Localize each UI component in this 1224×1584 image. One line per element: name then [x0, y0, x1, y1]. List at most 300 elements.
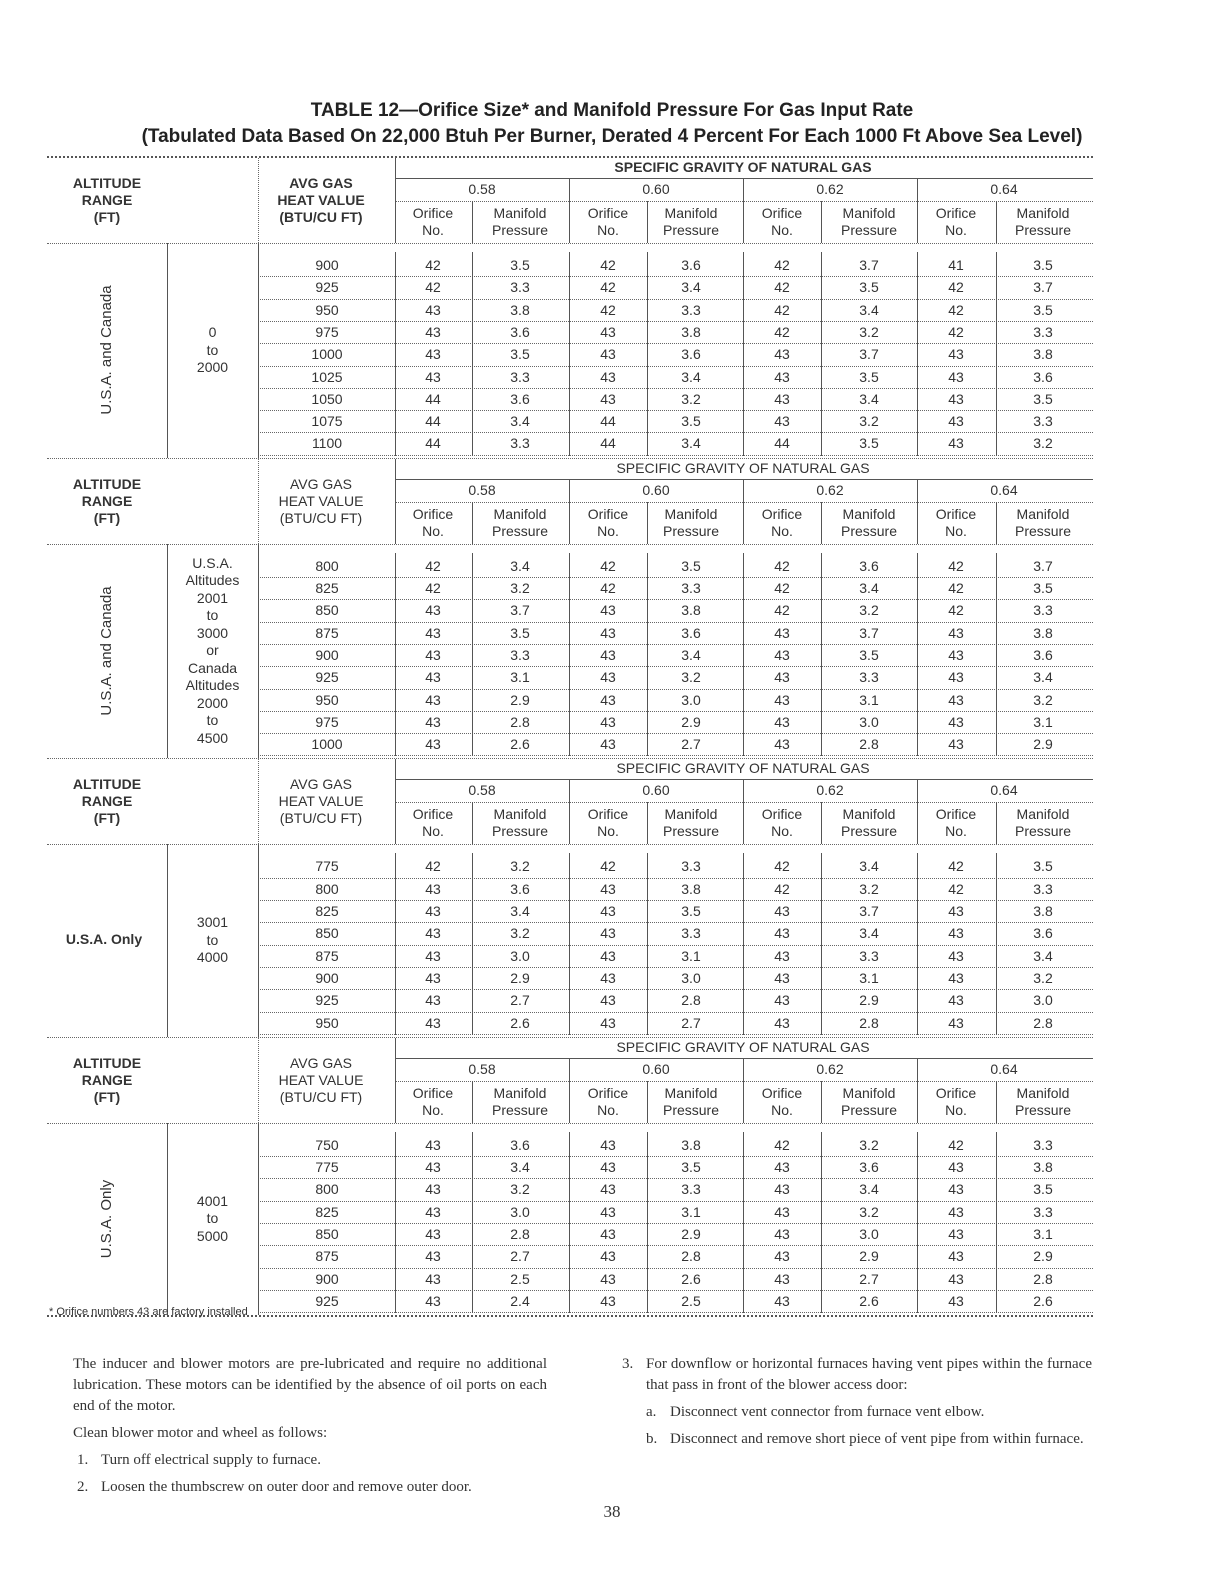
heat-value-cell: 900 [315, 1270, 339, 1287]
orifice-number-cell: 43 [774, 346, 790, 363]
manifold-pressure-cell: 2.9 [1033, 1248, 1053, 1265]
manifold-header: Pressure [1014, 1101, 1072, 1118]
orifice-number-cell: 43 [600, 646, 616, 663]
inner-column-rule [821, 802, 822, 844]
manifold-header: Pressure [1014, 522, 1072, 539]
clean-blower-intro: Clean blower motor and wheel as follows: [73, 1425, 328, 1441]
manifold-pressure-cell: 3.1 [859, 969, 879, 986]
manifold-pressure-cell: 3.5 [1033, 858, 1053, 875]
orifice-number-cell: 43 [425, 301, 441, 318]
orifice-number-cell: 43 [948, 736, 964, 753]
table-row-rule [258, 276, 1093, 277]
orifice-number-cell: 43 [948, 992, 964, 1009]
heat-value-cell: 850 [315, 1226, 339, 1242]
orifice-number-cell: 43 [774, 691, 790, 708]
manifold-pressure-cell: 3.3 [510, 368, 530, 385]
heat-value-cell: 1025 [311, 368, 343, 385]
orifice-number-cell: 42 [600, 557, 616, 574]
inner-column-rule [821, 502, 822, 544]
manifold-pressure-cell: 3.5 [859, 368, 879, 385]
manifold-pressure-cell: 3.2 [510, 1181, 530, 1198]
orifice-number-cell: 43 [948, 435, 964, 452]
orifice-number-cell: 43 [425, 880, 441, 897]
table-row-rule [258, 622, 1093, 623]
orifice-number-cell: 43 [774, 1226, 790, 1242]
orifice-number-cell: 43 [948, 903, 964, 919]
orifice-number-cell: 42 [425, 279, 441, 296]
heat-value-cell: 925 [315, 669, 339, 686]
manifold-header: Pressure [1014, 823, 1072, 840]
inner-column-rule [647, 1081, 648, 1123]
inner-column-rule [472, 502, 473, 544]
manifold-pressure-cell: 3.0 [859, 713, 879, 730]
manifold-pressure-cell: 3.1 [681, 947, 701, 964]
orifice-number-cell: 43 [425, 1248, 441, 1265]
orifice-header: No. [945, 1101, 967, 1118]
altitude-range-value: to [206, 931, 219, 948]
table-row-rule [258, 666, 1093, 667]
orifice-number-cell: 43 [948, 969, 964, 986]
orifice-number-cell: 43 [774, 624, 790, 641]
heat-value-cell: 825 [315, 1203, 339, 1220]
gravity-column-rule [917, 178, 918, 243]
table-row-rule [258, 945, 1093, 946]
orifice-number-cell: 43 [948, 691, 964, 708]
header-bottom-rule [47, 544, 1093, 545]
avg-gas-header: AVG GAS [289, 175, 353, 191]
orifice-number-cell: 43 [600, 903, 616, 919]
manifold-header: Manifold [493, 1084, 547, 1101]
altitude-range-value: 3000 [196, 624, 229, 641]
manifold-pressure-cell: 2.6 [1033, 1292, 1053, 1309]
orifice-number-cell: 43 [600, 368, 616, 385]
table-row-rule [258, 878, 1093, 879]
orifice-number-cell: 43 [600, 736, 616, 753]
gravity-column-rule [743, 853, 744, 1034]
orifice-number-cell: 43 [948, 624, 964, 641]
inner-column-rule [647, 502, 648, 544]
gravity-column-rule [743, 1058, 744, 1123]
table-row-rule [258, 1223, 1093, 1224]
table-row-rule [258, 599, 1093, 600]
orifice-number-cell: 43 [425, 1292, 441, 1309]
region-label: U.S.A. Only [98, 1179, 115, 1259]
manifold-pressure-cell: 3.3 [1033, 602, 1053, 619]
heat-value-cell: 1000 [311, 736, 343, 753]
specific-gravity-header: SPECIFIC GRAVITY OF NATURAL GAS [616, 459, 870, 476]
table-row-rule [258, 343, 1093, 344]
heat-value-cell: 925 [315, 1292, 339, 1309]
manifold-pressure-cell: 3.1 [510, 669, 530, 686]
manifold-pressure-cell: 3.6 [859, 557, 879, 574]
heat-value-cell: 975 [315, 323, 339, 340]
orifice-number-cell: 43 [600, 691, 616, 708]
orifice-number-cell: 43 [948, 346, 964, 363]
altitude-range-header: (FT) [93, 509, 121, 526]
specific-gravity-header: SPECIFIC GRAVITY OF NATURAL GAS [614, 159, 872, 175]
orifice-number-cell: 43 [948, 1226, 964, 1242]
list-item [622, 1354, 1092, 1396]
orifice-number-cell: 43 [425, 1136, 441, 1153]
orifice-number-cell: 43 [948, 713, 964, 730]
heat-value-cell: 850 [315, 925, 339, 942]
inner-column-rule [996, 1081, 997, 1123]
altitude-range-value: to [206, 1210, 219, 1227]
avg-gas-header: HEAT VALUE [277, 192, 365, 208]
altitude-range-value: to [206, 341, 219, 358]
orifice-number-cell: 43 [774, 947, 790, 964]
gravity-column-rule [395, 853, 396, 1034]
orifice-number-cell: 42 [948, 279, 964, 296]
orifice-number-cell: 44 [600, 413, 616, 430]
manifold-pressure-cell: 2.6 [510, 736, 530, 753]
sub-list-item-letter: b. [646, 1431, 658, 1447]
region-label: U.S.A. Only [65, 930, 143, 947]
manifold-pressure-cell: 2.9 [681, 713, 701, 730]
orifice-header: Orifice [935, 205, 977, 221]
orifice-header: Orifice [761, 205, 803, 221]
orifice-number-cell: 44 [425, 413, 441, 430]
orifice-header: No. [945, 823, 967, 840]
manifold-pressure-cell: 3.5 [1033, 580, 1053, 596]
heat-value-cell: 975 [315, 713, 339, 730]
manifold-header: Pressure [840, 222, 898, 238]
table-row-rule [258, 989, 1093, 990]
orifice-number-cell: 43 [600, 669, 616, 686]
altitude-range-value: to [206, 607, 219, 624]
manifold-pressure-cell: 3.4 [681, 646, 701, 663]
manifold-pressure-cell: 3.3 [859, 947, 879, 964]
manifold-pressure-cell: 2.7 [859, 1270, 879, 1287]
orifice-number-cell: 43 [600, 1226, 616, 1242]
manifold-pressure-cell: 3.3 [510, 646, 530, 663]
manifold-header: Pressure [1014, 222, 1072, 238]
orifice-number-cell: 43 [774, 992, 790, 1009]
manifold-header: Manifold [664, 806, 718, 823]
manifold-pressure-cell: 3.7 [1033, 557, 1053, 574]
manifold-pressure-cell: 3.2 [510, 925, 530, 942]
altitude-range-header: RANGE [81, 192, 133, 208]
inner-column-rule [996, 802, 997, 844]
orifice-header: Orifice [935, 505, 977, 522]
manifold-pressure-cell: 3.2 [510, 580, 530, 596]
orifice-number-cell: 42 [774, 880, 790, 897]
manifold-pressure-cell: 2.6 [681, 1270, 701, 1287]
orifice-header: Orifice [587, 505, 629, 522]
avg-gas-header: HEAT VALUE [278, 1071, 364, 1088]
specific-gravity-header: SPECIFIC GRAVITY OF NATURAL GAS [616, 1038, 870, 1055]
manifold-pressure-cell: 3.5 [859, 646, 879, 663]
manifold-pressure-cell: 3.6 [681, 257, 701, 273]
inner-column-rule [647, 553, 648, 757]
altitude-range-header: (FT) [93, 810, 121, 827]
gravity-underline [395, 479, 1093, 480]
orifice-number-cell: 43 [425, 903, 441, 919]
table-row-rule [258, 388, 1093, 389]
header-column-rule [395, 459, 396, 544]
manifold-pressure-cell: 3.1 [681, 1203, 701, 1220]
orifice-header: No. [945, 522, 967, 539]
orifice-number-cell: 42 [600, 257, 616, 273]
inner-column-rule [996, 252, 997, 456]
altitude-range-value: 3001 [196, 914, 229, 931]
manifold-header: Manifold [493, 505, 547, 522]
manifold-pressure-cell: 3.6 [1033, 925, 1053, 942]
manifold-pressure-cell: 3.7 [1033, 279, 1053, 296]
manifold-pressure-cell: 3.6 [510, 1136, 530, 1153]
altitude-range-value: 4500 [196, 729, 229, 746]
gravity-column-rule [743, 252, 744, 456]
orifice-number-cell: 43 [425, 624, 441, 641]
manifold-header: Pressure [662, 222, 720, 238]
manifold-pressure-cell: 3.4 [681, 368, 701, 385]
orifice-number-cell: 43 [600, 1203, 616, 1220]
inner-column-rule [472, 853, 473, 1034]
heat-value-cell: 950 [315, 1014, 339, 1031]
manifold-pressure-cell: 3.7 [859, 624, 879, 641]
orifice-number-cell: 44 [425, 435, 441, 452]
orifice-number-cell: 43 [600, 947, 616, 964]
inner-column-rule [821, 252, 822, 456]
manifold-pressure-cell: 3.3 [681, 301, 701, 318]
manifold-pressure-cell: 3.1 [859, 691, 879, 708]
heat-value-cell: 1050 [311, 390, 343, 407]
orifice-number-cell: 43 [774, 903, 790, 919]
manifold-pressure-cell: 2.9 [859, 992, 879, 1009]
header-bottom-rule [47, 243, 1093, 244]
manifold-pressure-cell: 3.7 [859, 257, 879, 273]
orifice-number-cell: 43 [600, 1270, 616, 1287]
orifice-number-cell: 44 [600, 435, 616, 452]
manifold-header: Manifold [842, 1084, 896, 1101]
orifice-number-cell: 42 [774, 580, 790, 596]
subheader-rule [395, 1081, 1093, 1082]
manifold-pressure-cell: 2.8 [510, 713, 530, 730]
inner-column-rule [472, 252, 473, 456]
altitude-range-header: ALTITUDE [72, 776, 142, 793]
orifice-header: No. [771, 522, 793, 539]
gravity-value: 0.58 [468, 1060, 496, 1077]
orifice-number-cell: 41 [948, 257, 964, 273]
gravity-value: 0.60 [642, 1060, 670, 1077]
gravity-underline [395, 178, 1093, 179]
manifold-header: Manifold [1016, 205, 1070, 221]
manifold-pressure-cell: 3.8 [1033, 1159, 1053, 1176]
manifold-pressure-cell: 2.8 [1033, 1014, 1053, 1031]
manifold-pressure-cell: 3.4 [1033, 947, 1053, 964]
orifice-number-cell: 43 [425, 969, 441, 986]
manifold-pressure-cell: 3.4 [681, 279, 701, 296]
gravity-column-rule [569, 1058, 570, 1123]
manifold-pressure-cell: 2.7 [510, 1248, 530, 1265]
table-row-rule [258, 755, 1093, 756]
manifold-pressure-cell: 3.0 [510, 947, 530, 964]
orifice-number-cell: 43 [600, 1014, 616, 1031]
lubrication-paragraph: The inducer and blower motors are pre-lubricated and require no additional lubrication. These motors can be identified by the absence of oil ports on each end of the motor. [73, 1356, 547, 1414]
orifice-number-cell: 43 [425, 1181, 441, 1198]
gravity-value: 0.62 [816, 782, 844, 799]
table-row-rule [258, 922, 1093, 923]
gravity-column-rule [569, 779, 570, 844]
gravity-column-rule [569, 1132, 570, 1313]
manifold-pressure-cell: 3.4 [859, 580, 879, 596]
manifold-header: Pressure [491, 222, 549, 238]
page-number: 38 [603, 1502, 621, 1521]
manifold-pressure-cell: 3.2 [681, 390, 701, 407]
manifold-pressure-cell: 3.8 [681, 602, 701, 619]
gravity-column-rule [917, 779, 918, 844]
header-column-rule [258, 1038, 259, 1123]
subheader-rule [395, 201, 1093, 202]
manifold-pressure-cell: 3.3 [510, 435, 530, 452]
orifice-header: Orifice [761, 1084, 803, 1101]
manifold-header: Manifold [842, 505, 896, 522]
orifice-number-cell: 43 [948, 1292, 964, 1309]
orifice-number-cell: 42 [948, 858, 964, 875]
gravity-column-rule [917, 479, 918, 544]
orifice-number-cell: 43 [948, 947, 964, 964]
orifice-number-cell: 42 [600, 301, 616, 318]
orifice-number-cell: 42 [774, 323, 790, 340]
manifold-header: Manifold [664, 1084, 718, 1101]
gravity-column-rule [395, 1132, 396, 1313]
orifice-number-cell: 43 [425, 925, 441, 942]
orifice-number-cell: 42 [600, 580, 616, 596]
orifice-number-cell: 43 [948, 1248, 964, 1265]
manifold-header: Pressure [662, 823, 720, 840]
orifice-header: No. [771, 222, 793, 238]
table-row-rule [258, 1156, 1093, 1157]
orifice-header: Orifice [935, 806, 977, 823]
manifold-pressure-cell: 3.4 [859, 390, 879, 407]
gravity-value: 0.64 [990, 481, 1018, 498]
altitude-range-value: Altitudes [185, 677, 240, 694]
table-row-rule [258, 410, 1093, 411]
orifice-number-cell: 43 [774, 1203, 790, 1220]
altitude-range-header: ALTITUDE [72, 175, 142, 191]
header-bottom-rule [47, 1123, 1093, 1124]
orifice-number-cell: 43 [948, 413, 964, 430]
region-label: U.S.A. and Canada [98, 586, 115, 716]
manifold-pressure-cell: 3.7 [859, 346, 879, 363]
orifice-number-cell: 43 [600, 925, 616, 942]
list-item [73, 1477, 547, 1498]
heat-value-cell: 850 [315, 602, 339, 619]
manifold-pressure-cell: 2.4 [510, 1292, 530, 1309]
orifice-number-cell: 42 [425, 557, 441, 574]
orifice-number-cell: 43 [600, 390, 616, 407]
gravity-value: 0.60 [642, 782, 670, 799]
orifice-number-cell: 42 [425, 257, 441, 273]
inner-column-rule [472, 553, 473, 757]
orifice-number-cell: 42 [425, 580, 441, 596]
sub-list-item [622, 1429, 1092, 1450]
manifold-pressure-cell: 3.5 [859, 279, 879, 296]
table-row-rule [258, 689, 1093, 690]
manifold-pressure-cell: 3.4 [510, 1159, 530, 1176]
manifold-pressure-cell: 3.6 [859, 1159, 879, 1176]
orifice-header: Orifice [761, 806, 803, 823]
orifice-number-cell: 43 [948, 1203, 964, 1220]
altitude-range-value: or [206, 642, 219, 659]
orifice-number-cell: 43 [948, 1014, 964, 1031]
gravity-column-rule [743, 479, 744, 544]
heat-value-cell: 825 [315, 580, 339, 596]
manifold-pressure-cell: 3.1 [1033, 1226, 1053, 1242]
manifold-pressure-cell: 3.2 [859, 1136, 879, 1153]
orifice-number-cell: 42 [948, 602, 964, 619]
orifice-number-cell: 43 [600, 602, 616, 619]
manifold-header: Manifold [1016, 806, 1070, 823]
gravity-column-rule [917, 252, 918, 456]
manifold-pressure-cell: 3.5 [681, 557, 701, 574]
orifice-number-cell: 43 [600, 1136, 616, 1153]
orifice-number-cell: 43 [600, 992, 616, 1009]
orifice-number-cell: 43 [774, 646, 790, 663]
manifold-pressure-cell: 3.6 [510, 880, 530, 897]
gravity-value: 0.62 [816, 481, 844, 498]
orifice-number-cell: 43 [425, 736, 441, 753]
orifice-header: No. [771, 1101, 793, 1118]
manifold-pressure-cell: 2.6 [859, 1292, 879, 1309]
table-row-rule [258, 711, 1093, 712]
orifice-number-cell: 42 [774, 301, 790, 318]
orifice-number-cell: 43 [425, 1203, 441, 1220]
manifold-pressure-cell: 3.0 [510, 1203, 530, 1220]
orifice-header: No. [597, 1101, 619, 1118]
heat-value-cell: 900 [315, 257, 339, 273]
orifice-number-cell: 43 [774, 925, 790, 942]
manifold-header: Pressure [840, 1101, 898, 1118]
manifold-header: Pressure [662, 1101, 720, 1118]
list-item-text: Loosen the thumbscrew on outer door and remove outer door. [101, 1479, 472, 1495]
manifold-pressure-cell: 2.6 [510, 1014, 530, 1031]
orifice-header: Orifice [761, 505, 803, 522]
manifold-pressure-cell: 3.5 [510, 346, 530, 363]
orifice-number-cell: 42 [774, 257, 790, 273]
gravity-column-rule [569, 553, 570, 757]
gravity-column-rule [395, 252, 396, 456]
orifice-number-cell: 43 [600, 969, 616, 986]
orifice-header: Orifice [587, 1084, 629, 1101]
manifold-pressure-cell: 3.7 [859, 903, 879, 919]
table-row-rule [258, 900, 1093, 901]
manifold-pressure-cell: 3.4 [510, 903, 530, 919]
orifice-number-cell: 43 [774, 713, 790, 730]
inner-column-rule [996, 1132, 997, 1313]
sub-list-item-letter: a. [646, 1404, 657, 1420]
heat-value-cell: 1100 [311, 435, 343, 452]
inner-column-rule [996, 853, 997, 1034]
altitude-range-value: U.S.A. [192, 554, 233, 571]
gravity-value: 0.60 [642, 481, 670, 498]
heat-value-cell: 800 [315, 1181, 339, 1198]
orifice-number-cell: 42 [774, 1136, 790, 1153]
inner-column-rule [472, 1081, 473, 1123]
manifold-pressure-cell: 3.4 [1033, 669, 1053, 686]
orifice-number-cell: 43 [948, 1270, 964, 1287]
orifice-number-cell: 42 [948, 557, 964, 574]
manifold-pressure-cell: 3.8 [681, 1136, 701, 1153]
gravity-column-rule [917, 1132, 918, 1313]
manifold-pressure-cell: 3.3 [510, 279, 530, 296]
header-column-rule [258, 158, 259, 243]
manifold-pressure-cell: 3.2 [681, 669, 701, 686]
orifice-number-cell: 43 [774, 1270, 790, 1287]
manifold-pressure-cell: 3.4 [510, 413, 530, 430]
manifold-pressure-cell: 3.3 [681, 925, 701, 942]
list-item-number: 1. [77, 1452, 89, 1468]
